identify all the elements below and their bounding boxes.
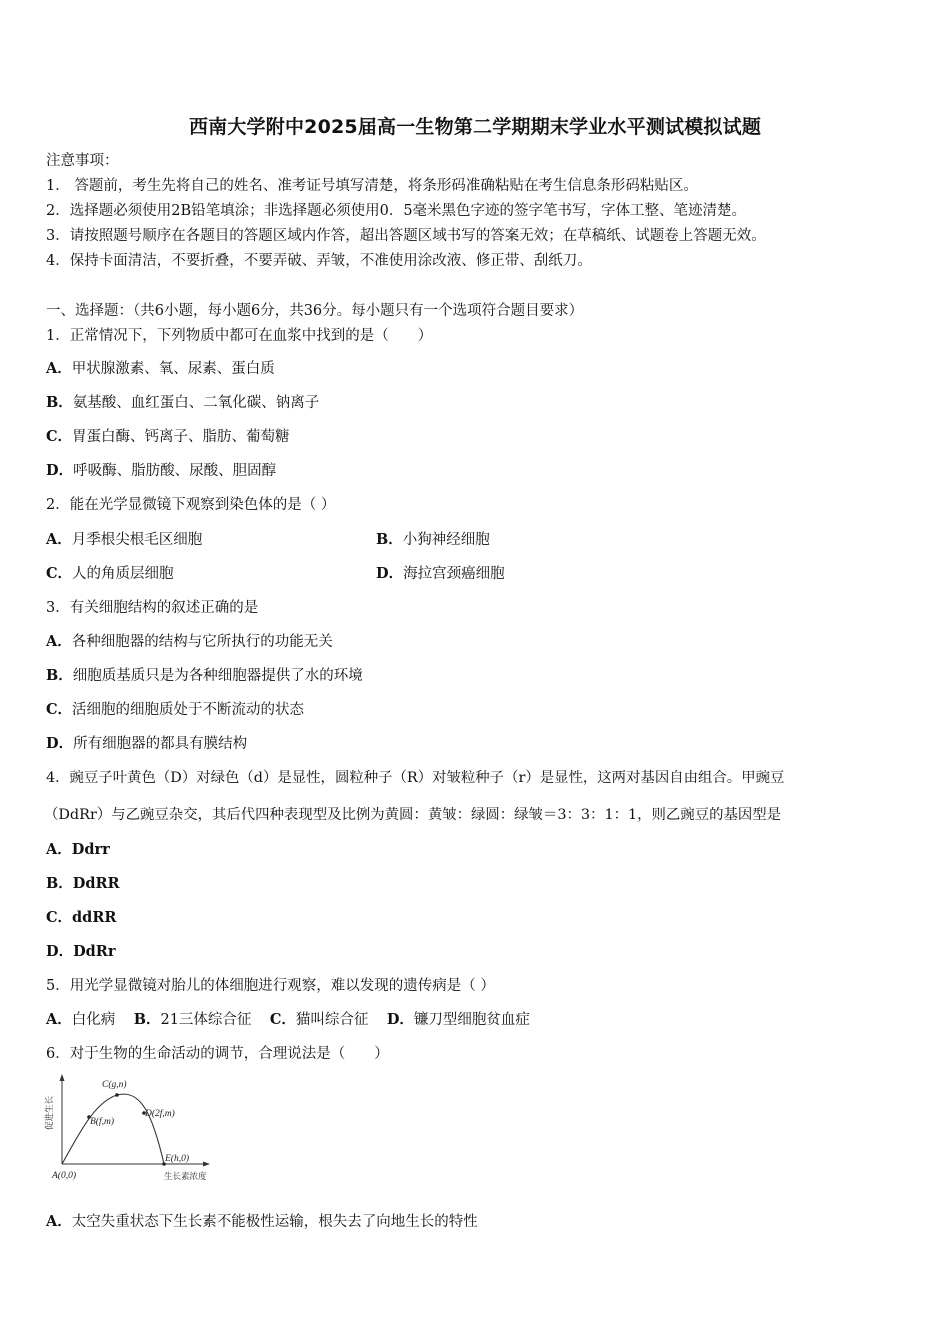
section-heading: 一、选择题：（共6小题，每小题6分，共36分。每小题只有一个选项符合题目要求） [46, 303, 584, 319]
option-text: 猫叫综合征 [295, 1012, 369, 1028]
option-text: 海拉宫颈癌细胞 [403, 566, 505, 582]
option-text: Ddrr [71, 841, 110, 858]
option-key: C． [269, 1011, 296, 1028]
notice-heading: 注意事项： [46, 153, 119, 169]
question-5-stem: 5．用光学显微镜对胎儿的体细胞进行观察，难以发现的遗传病是（ ） [46, 978, 495, 994]
q3-option-c [46, 700, 304, 720]
option-key: D． [46, 943, 74, 960]
q2-option-d [376, 564, 505, 584]
option-text: 活细胞的细胞质处于不断流动的状态 [72, 702, 305, 718]
option-text: 白化病 [71, 1012, 116, 1028]
label-d: D(2f,m) [145, 1109, 175, 1119]
option-key: D． [46, 462, 74, 479]
label-b: B(f,m) [90, 1117, 115, 1127]
label-e: E(h,0) [165, 1154, 190, 1164]
option-text: 镰刀型细胞贫血症 [413, 1012, 530, 1028]
option-key: D． [46, 735, 74, 752]
notice-item: 2．选择题必须使用2B铅笔填涂；非选择题必须使用0．5毫米黑色字迹的签字笔书写，字体工整、笔迹清楚。 [46, 203, 747, 219]
x-axis-label: 生长素浓度 [164, 1172, 207, 1182]
option-key: B． [46, 875, 73, 892]
option-key: A． [46, 1213, 72, 1230]
q2-option-b [376, 530, 490, 550]
notice-item: 4．保持卡面清洁，不要折叠，不要弄破、弄皱，不准使用涂改液、修正带、刮纸刀。 [46, 253, 592, 269]
notice-item: 1． 答题前，考生先将自己的姓名、准考证号填写清楚，将条形码准确粘贴在考生信息条形码粘贴区。 [46, 178, 698, 194]
q3-option-a [46, 632, 333, 652]
q4-option-a [46, 840, 110, 860]
option-text: 月季根尖根毛区细胞 [71, 532, 203, 548]
growth-curve [62, 1094, 164, 1164]
option-text: DdRr [73, 943, 116, 960]
option-text: ddRR [72, 909, 117, 926]
label-c: C(g,n) [102, 1080, 127, 1090]
option-key: C． [46, 565, 73, 582]
question-3-stem: 3．有关细胞结构的叙述正确的是 [46, 600, 259, 616]
option-text: 细胞质基质只是为各种细胞器提供了水的环境 [72, 668, 363, 684]
option-key: A． [46, 1011, 72, 1028]
option-text: 太空失重状态下生长素不能极性运输，根失去了向地生长的特性 [71, 1214, 478, 1230]
option-key: B． [133, 1011, 161, 1028]
option-key: C． [46, 701, 73, 718]
option-text: 氨基酸、血红蛋白、二氧化碳、钠离子 [72, 395, 320, 411]
q2-option-a [46, 530, 202, 550]
option-text: 小狗神经细胞 [402, 532, 490, 548]
option-text: 各种细胞器的结构与它所执行的功能无关 [71, 634, 333, 650]
q4-option-b [46, 874, 120, 894]
option-text: 21三体综合征 [160, 1012, 252, 1028]
option-text: DdRR [72, 875, 120, 892]
question-4-stem-line2: （DdRr）与乙豌豆杂交，其后代四种表现型及比例为黄圆：黄皱：绿圆：绿皱＝3：3：1：1，则乙豌豆的基因型是 [44, 807, 782, 823]
option-text: 人的角质层细胞 [72, 566, 174, 582]
q4-option-c [46, 908, 116, 928]
x-axis-arrow [203, 1162, 210, 1167]
q1-option-b [46, 393, 319, 413]
question-6-stem: 6．对于生物的生命活动的调节，合理说法是（ ） [46, 1046, 389, 1062]
y-axis-label: 促进生长 [45, 1095, 55, 1130]
growth-curve-figure [40, 1072, 230, 1190]
option-key: B． [46, 394, 73, 411]
label-a: A(0,0) [52, 1171, 77, 1181]
q4-option-d [46, 942, 115, 962]
option-key: A． [46, 841, 72, 858]
q1-option-a [46, 359, 275, 379]
q1-option-d [46, 461, 276, 481]
page-title: 西南大学附中2025届高一生物第二学期期末学业水平测试模拟试题 [188, 116, 762, 138]
option-key: B． [376, 531, 403, 548]
q5-options [46, 1010, 530, 1030]
point-c [115, 1093, 119, 1097]
option-key: C． [46, 909, 73, 926]
option-key: A． [46, 531, 72, 548]
option-text: 所有细胞器的都具有膜结构 [73, 736, 248, 752]
question-4-stem-line1: 4．豌豆子叶黄色（D）对绿色（d）是显性，圆粒种子（R）对皱粒种子（r）是显性，这两对基因自由组合。甲豌豆 [46, 770, 785, 786]
option-text: 胃蛋白酶、钙离子、脂肪、葡萄糖 [72, 429, 290, 445]
notice-item: 3．请按照题号顺序在各题目的答题区域内作答，超出答题区域书写的答案无效；在草稿纸、试题卷上答题无效。 [46, 228, 766, 244]
q1-option-c [46, 427, 290, 447]
option-key: C． [46, 428, 73, 445]
option-key: A． [46, 633, 72, 650]
q3-option-d [46, 734, 247, 754]
q2-option-c [46, 564, 174, 584]
option-key: B． [46, 667, 73, 684]
q3-option-b [46, 666, 363, 686]
question-2-stem: 2．能在光学显微镜下观察到染色体的是（ ） [46, 497, 336, 513]
option-text: 呼吸酶、脂肪酸、尿酸、胆固醇 [73, 463, 277, 479]
question-1-stem: 1．正常情况下，下列物质中都可在血浆中找到的是（ ） [46, 328, 433, 344]
q6-option-a [46, 1212, 478, 1232]
option-key: D． [386, 1011, 414, 1028]
option-text: 甲状腺激素、氧、尿素、蛋白质 [71, 361, 275, 377]
option-key: D． [376, 565, 404, 582]
option-key: A． [46, 360, 72, 377]
y-axis-arrow [60, 1074, 65, 1081]
